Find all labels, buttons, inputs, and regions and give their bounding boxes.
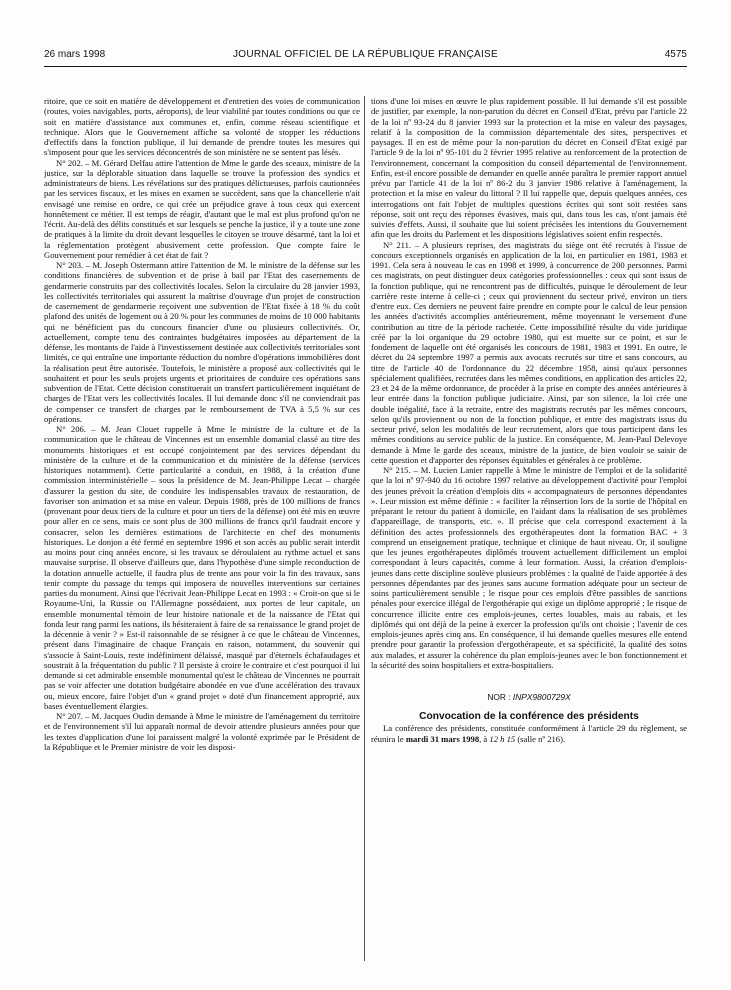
question-202: N° 202. – M. Gérard Delfau attire l'attention de Mme le garde des sceaux, ministre de la justice, sur la déplorable situation dans laquelle se trouve la profession des syndics et administrateurs de biens. Les révélations sur des pratiques délictueuses, parfois cautionnées par les services fiscaux, et les mises en examen se succèdent, sans que la chancellerie n'ait envisagé une remise en ordre, ce qui crée un préjudice grave à tous ceux qui exercent honnêtement ce métier. Il est temps de réagir, d'autant que le mal est plus profond qu'on ne l'écrit. Au-delà des délits constitués et sur lesquels se penche la justice, il y a toute une zone de pratiques à la limite du droit devant lesquelles le citoyen se trouve désarmé, tant la loi et la réglementation protègent abusivement cette profession. Que compte faire le Gouvernement pour remédier à cet état de fait ? xyxy=(44,157,360,260)
question-text-continued: ritoire, que ce soit en matière de développement et d'entretien des voies de communication (routes, voies navigables, ports, aéroports), de leur viabilité par toutes conditions ou que ce soit en matière d'assistance aux communes et, enfin, comme réseau scientifique et technique. Alors que le Gouvernement affiche sa volonté de stopper les réductions d'effectifs dans la fonction publique, il lui demande de prendre toutes les mesures qui s'imposent pour que les services déconcentrés de son ministère ne se sentent pas lésés. xyxy=(44,96,360,158)
running-head xyxy=(44,49,687,65)
convocation-time: 12 h 15 xyxy=(489,733,516,744)
question-206: N° 206. – M. Jean Clouet rappelle à Mme le ministre de la culture et de la communication que le château de Vincennes est un ensemble domanial classé au titre des monuments historiques et est occupé conjointement par des services dépendant du ministère de la culture et de la communication et du ministère de la défense (services historiques notamment). Cette particularité a conduit, en 1988, à la création d'une commission interministérielle – sous la présidence de M. Jean-Philippe Lecat – chargée d'assurer la gestion du site, de conduire les indispensables travaux de restauration, de favoriser son animation et sa mise en valeur. Depuis 1988, près de 100 millions de francs (provenant pour deux tiers de la culture et pour un tiers de la défense) ont été mis en œuvre pour aller en ce sens, mais ce sont plus de 300 millions de francs qu'il faudrait encore y consacrer, selon les dernières estimations de l'architecte en chef des monuments historiques. Le donjon a été fermé en septembre 1996 et son accès au public serait interdit au moins pour cinq années encore, si les travaux se déroulaient au rythme actuel et sans mauvaise surprise. Il observe d'ailleurs que, dans l'hypothèse d'une simple reconduction de la dotation annuelle actuelle, il faudra plus de trente ans pour voir la fin des travaux, sans tenir compte du passage du temps qui imposera de nouvelles interventions sur certaines parties du monument. Ainsi que l'écrivait Jean-Philippe Lecat en 1993 : « Croit-on que si le Royaume-Uni, la Russie ou l'Allemagne possédaient, aux portes de leur capitale, un ensemble monumental témoin de leur histoire nationale et de la naissance de l'Etat qui fonda leur rang parmi les nations, ils hésiteraient à faire de sa renaissance le grand projet de la décennie à venir ? » Est-il raisonnable de se résigner à ce que le château de Vincennes, présent dans l'imaginaire de chaque Français en raison, notamment, du souvenir qui s'associe à Saint-Louis, reste indéfiniment délaissé, masqué par d'éternels échafaudages et soustrait à la fréquentation du public ? Il persiste à croire le contraire et c'est pourquoi il lui demande si cet admirable ensemble monumental qu'est le château de Vincennes ne pourrait pas se voir affecter une dotation budgétaire abondée en vue d'une accélération des travaux ou, mieux encore, faire l'objet d'un « grand projet » doté d'un financement approprié, aux bases éventuellement élargies. xyxy=(44,424,360,711)
nor-reference xyxy=(371,692,687,702)
nor-label: NOR : xyxy=(487,692,513,702)
left-column xyxy=(44,96,360,966)
convocation-text-middle: , à xyxy=(479,733,490,744)
question-207-continued: tions d'une loi mises en œuvre le plus rapidement possible. Il lui demande s'il est possible de justifier, par exemple, la non-parution du décret en Conseil d'Etat, prévu par l'article 22 de la loi nº 93-24 du 8 janvier 1993 sur la protection et la mise en valeur des paysages, relatif à la composition de la commission départementale des sites, perspectives et paysages. Il en est de même pour la non-parution du décret en Conseil d'Etat exigé par l'article 9 de la loi nº 95-101 du 2 février 1995 relative au renforcement de la protection de l'environnement, concernant la composition du conseil départemental de l'environnement. Enfin, est-il encore possible de demander en quelle année paraîtra le premier rapport annuel prévu par l'article 41 de la loi nº 86-2 du 3 janvier 1986 relative à l'aménagement, la protection et la mise en valeur du littoral ? Il lui rappelle que, depuis quelques années, ces interrogations ont fait l'objet de multiples questions écrites qui sont soit restées sans réponse, soit ont reçu des réponses évasives, mais qui, dans tous les cas, n'ont jamais été suivies d'effets. Aussi, il souhaite que lui soient précisées les intentions du Gouvernement afin que les droits du Parlement et les dispositions législatives soient enfin respectés. xyxy=(371,96,687,240)
convocation-date: mardi 31 mars 1998 xyxy=(405,733,480,744)
convocation-text-before: La conférence des présidents, constituée conformément à l'article 29 du règlement, se réunira le xyxy=(371,723,687,744)
convocation-title: Convocation de la conférence des présidents xyxy=(419,711,639,723)
right-column xyxy=(371,96,687,966)
issue-date: 26 mars 1998 xyxy=(44,49,106,60)
question-211: N° 211. – A plusieurs reprises, des magistrats du siège ont été recrutés à l'issue de concours exceptionnels organisés en application de la loi, en particulier en 1981, 1983 et 1991. Cela sera à nouveau le cas en 1998 et 1999, à concurrence de 200 personnes. Parmi ces magistrats, on peut distinguer deux catégories professionnelles : ceux qui sont issus de la fonction publique, qui ne rencontrent pas de difficultés, puisque le déroulement de leur carrière reste interne à celle-ci ; ceux qui proviennent du secteur privé, environ un tiers d'entre eux. Ces derniers ne peuvent faire prendre en compte pour le calcul de leur pension les années d'activités accomplies antérieurement, même moyennant le versement d'une contribution au titre de la période rachetée. Cette impossibilité résulte du vide juridique créé par la loi organique du 29 octobre 1980, qui est muette sur ce point, et sur le fondement de laquelle ont été organisés les concours de 1981, 1983 et 1991. En outre, le décret du 24 septembre 1997 a permis aux avocats recrutés sur titre et sans concours, au titre de l'article 40 de l'ordonnance du 22 décembre 1958, ainsi qu'aux personnes spécialement qualifiées, recrutées dans les mêmes conditions, en application des articles 22, 23 et 24 de la même ordonnance, de procéder à la prise en compte des années antérieures à leur entrée dans la fonction publique judiciaire. Ainsi, par son silence, la loi crée une double inégalité, face à la retraite, entre des magistrats recrutés par les mêmes concours, selon qu'ils proviennent ou non de la fonction publique, et entre des magistrats issus du secteur privé, selon les modalités de leur recrutement, alors que tous participent dans les mêmes conditions au service public de la justice. En conséquence, M. Jean-Paul Delevoye demande à Mme le garde des sceaux, ministre de la justice, de bien vouloir se saisir de cette question et d'apporter des réponses équitables et générales à ce problème. xyxy=(371,239,687,465)
question-207: N° 207. – M. Jacques Oudin demande à Mme le ministre de l'aménagement du territoire et de l'environnement s'il lui apparaît normal de devoir attendre plusieurs années pour que les textes d'application d'une loi paraissent malgré la volonté exprimée par le Président de la République et le Premier ministre de voir les disposi- xyxy=(44,711,360,752)
convocation-text-after: (salle nº 216). xyxy=(515,733,566,744)
question-203: N° 203. – M. Joseph Ostermann attire l'attention de M. le ministre de la défense sur les conditions financières de subvention et de prise à bail par l'Etat des casernements de gendarmerie construits par des collectivités locales. Selon la circulaire du 28 janvier 1993, les collectivités territoriales qui assurent la maîtrise d'ouvrage d'un projet de construction de casernement de gendarmerie reçoivent une subvention de l'Etat fixée à 18 % du coût plafond des unités de logement ou à 20 % pour les communes de moins de 10 000 habitants qui ne bénéficient pas du concours financier d'une ou plusieurs collectivités. Or, actuellement, compte tenu des contraintes budgétaires imposées au département de la défense, les montants de l'aide à l'investissement destinée aux collectivités territoriales sont limités, ce qui entraîne une importante réduction du nombre d'opérations immobilières dont la réalisation peut être autorisée. Toutefois, le ministère a proposé aux collectivités qui le souhaitent et pour les seuls projets urgents et prioritaires de conduire ces opérations sans subvention de l'Etat. Cette décision constituerait un transfert particulièrement inquiétant de charges de l'Etat vers les collectivités locales. Il lui demande donc s'il ne conviendrait pas de compenser ce transfert de charges par le remboursement de TVA à 5,5 % sur ces opérations. xyxy=(44,260,360,424)
header-rule xyxy=(44,66,687,67)
page-number: 4575 xyxy=(664,49,687,60)
journal-title: JOURNAL OFFICIEL DE LA RÉPUBLIQUE FRANÇAISE xyxy=(233,49,498,60)
convocation-text xyxy=(371,723,687,744)
question-215: N° 215. – M. Lucien Lanier rappelle à Mme le ministre de l'emploi et de la solidarité que la loi nº 97-940 du 16 octobre 1997 relative au développement d'activité pour l'emploi des jeunes prévoit la création d'emplois dits « accompagnateurs de personnes dépendantes ». Leur mission est même définie : « faciliter la réinsertion lors de la sortie de l'hôpital en préparant le retour du patient à domicile, en l'aidant dans la réalisation de ses problèmes d'appareillage, de transports, etc. ». Il précise que cela correspond exactement à la définition des actes professionnels des ergothérapeutes dont la formation BAC + 3 comprend un enseignement pratique, technique et clinique de haut niveau. Or, il souligne que les jeunes ergothérapeutes diplômés trouvent actuellement difficilement un emploi correspondant à leurs capacités, comme à leur formation. Aussi, la création d'emplois-jeunes dans cette discipline soulève plusieurs problèmes : la qualité de l'aide apportée à des personnes dépendantes par des jeunes sans aucune formation adéquate pour un secteur de soins particulièrement sensible ; le risque pour ces emplois d'être passibles de sanctions pénales pour exercice illégal de l'ergothérapie qui exige un diplôme approprié ; le risque de concurrence illicite entre ces emplois-jeunes, certes louables, mais au rabais, et les diplômés qui ont déjà de la peine à exercer la profession qu'ils ont choisie ; l'avenir de ces emplois-jeunes après cinq ans. En conséquence, il lui demande quelles mesures elle entend prendre pour garantir la profession d'ergothérapeute, et sa spécificité, la qualité des soins aux malades, et assurer la cohérence du plan emplois-jeunes avec le bon fonctionnement et la sécurité des soins hospitaliers et extra-hospitaliers. xyxy=(371,465,687,670)
nor-code: INPX9800729X xyxy=(512,692,571,702)
column-divider xyxy=(364,96,365,961)
